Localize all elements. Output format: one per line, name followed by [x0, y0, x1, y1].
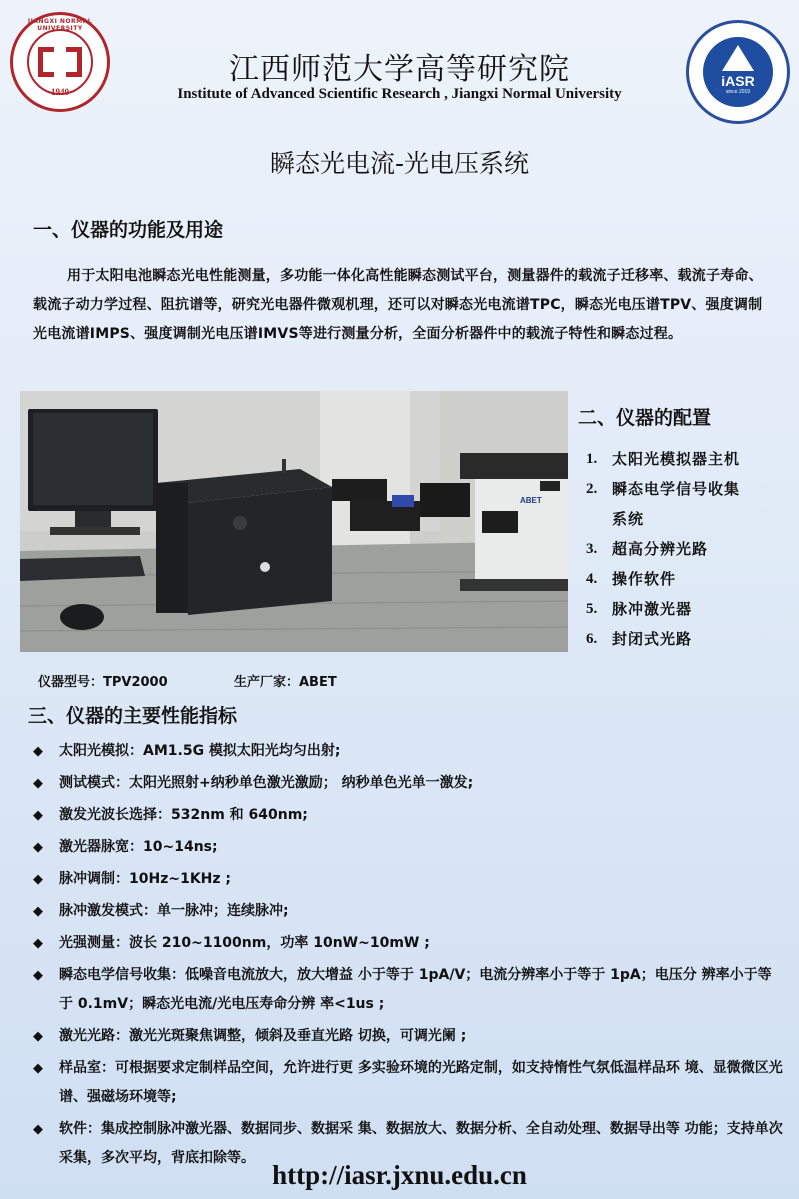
- spec-list: [33, 737, 783, 1176]
- list-item: 1. 太阳光模拟器主机: [586, 450, 741, 468]
- list-item: ◆ 激光光路：激光光斑聚焦调整，倾斜及垂直光路 切换，可调光阑 ;: [33, 1022, 783, 1051]
- list-item: ◆ 软件：集成控制脉冲激光器、数据同步、数据采 集、数据放大、数据分析、全自动处理、数据导出等 功能；支持单次采集，多次平均，背底扣除等。: [33, 1115, 783, 1173]
- list-item: ◆ 太阳光模拟：AM1.5G 模拟太阳光均匀出射;: [33, 737, 783, 766]
- document-title: 瞬态光电流-光电压系统: [269, 149, 530, 178]
- list-item: ◆ 瞬态电学信号收集：低噪音电流放大，放大增益 小于等于 1pA/V；电流分辨率小于等于 1pA；电压分 辨率小于等于 0.1mV；瞬态光电流/光电压寿命分辨 率<1us ;: [33, 961, 783, 1019]
- instrument-photo: [20, 391, 568, 652]
- iasr-logo-since: since 2019: [725, 89, 751, 95]
- institute-title-en: Institute of Advanced Scientific Research , Jiangxi Normal University: [177, 86, 622, 102]
- caption-maker: 生产厂家：ABET: [234, 675, 337, 690]
- list-item: 4. 操作软件: [586, 570, 677, 588]
- list-item: 2. 瞬态电学信号收集系统: [586, 480, 741, 528]
- caption-model: 仪器型号：TPV2000: [38, 675, 168, 690]
- diamond-bullet-icon: ◆: [33, 968, 43, 983]
- photo-brand-label: ABET: [520, 496, 542, 505]
- diamond-bullet-icon: ◆: [33, 1061, 43, 1076]
- footer-url[interactable]: http://iasr.jxnu.edu.cn: [272, 1160, 527, 1190]
- diamond-bullet-icon: ◆: [33, 872, 43, 887]
- list-item: 3. 超高分辨光路: [586, 540, 709, 558]
- diamond-bullet-icon: ◆: [33, 936, 43, 951]
- list-item: ◆ 测试模式：太阳光照射+纳秒单色激光激励； 纳秒单色光单一激发;: [33, 769, 783, 798]
- diamond-bullet-icon: ◆: [33, 744, 43, 759]
- list-item: ◆ 激光器脉宽：10~14ns;: [33, 833, 783, 862]
- section2-heading: 二、仪器的配置: [578, 407, 712, 429]
- diamond-bullet-icon: ◆: [33, 776, 43, 791]
- list-item: ◆ 样品室：可根据要求定制样品空间，允许进行更 多实验环境的光路定制，如支持惰性气氛低温样品环 境、显微微区光谱、强磁场环境等;: [33, 1054, 783, 1112]
- diamond-bullet-icon: ◆: [33, 1122, 43, 1137]
- config-list: [586, 444, 791, 654]
- list-item: ◆ 激发光波长选择：532nm 和 640nm;: [33, 801, 783, 830]
- instrument-illustration: [20, 391, 568, 652]
- institute-title-cn: 江西师范大学高等研究院: [229, 52, 570, 87]
- list-item: 5. 脉冲激光器: [586, 600, 693, 618]
- list-item: ◆ 光强测量：波长 210~1100nm，功率 10nW~10mW ;: [33, 929, 783, 958]
- section1-heading: 一、仪器的功能及用途: [33, 219, 224, 241]
- section3-heading: 三、仪器的主要性能指标: [28, 705, 238, 727]
- diamond-bullet-icon: ◆: [33, 808, 43, 823]
- diamond-bullet-icon: ◆: [33, 904, 43, 919]
- list-item: 6. 封闭式光路: [586, 630, 693, 648]
- list-item: ◆ 脉冲激发模式：单一脉冲；连续脉冲;: [33, 897, 783, 926]
- section1-paragraph: 用于太阳电池瞬态光电性能测量，多功能一体化高性能瞬态测试平台，测量器件的载流子迁移率、载流子寿命、载流子动力学过程、阻抗谱等，研究光电器件微观机理，还可以对瞬态光电流谱TPC，瞬态光电压谱TPV、强度调制光电流谱IMPS、强度调制光电压谱IMVS等进行测量分析，全面分析器件中的载流子特性和瞬态过程。: [33, 268, 763, 342]
- iasr-logo-name: iASR: [721, 73, 755, 89]
- logo-year: 1940: [51, 87, 69, 97]
- list-item: ◆ 脉冲调制：10Hz~1KHz ;: [33, 865, 783, 894]
- diamond-bullet-icon: ◆: [33, 840, 43, 855]
- diamond-bullet-icon: ◆: [33, 1029, 43, 1044]
- logo-ring-text: JIANGXI NORMAL UNIVERSITY: [27, 18, 93, 32]
